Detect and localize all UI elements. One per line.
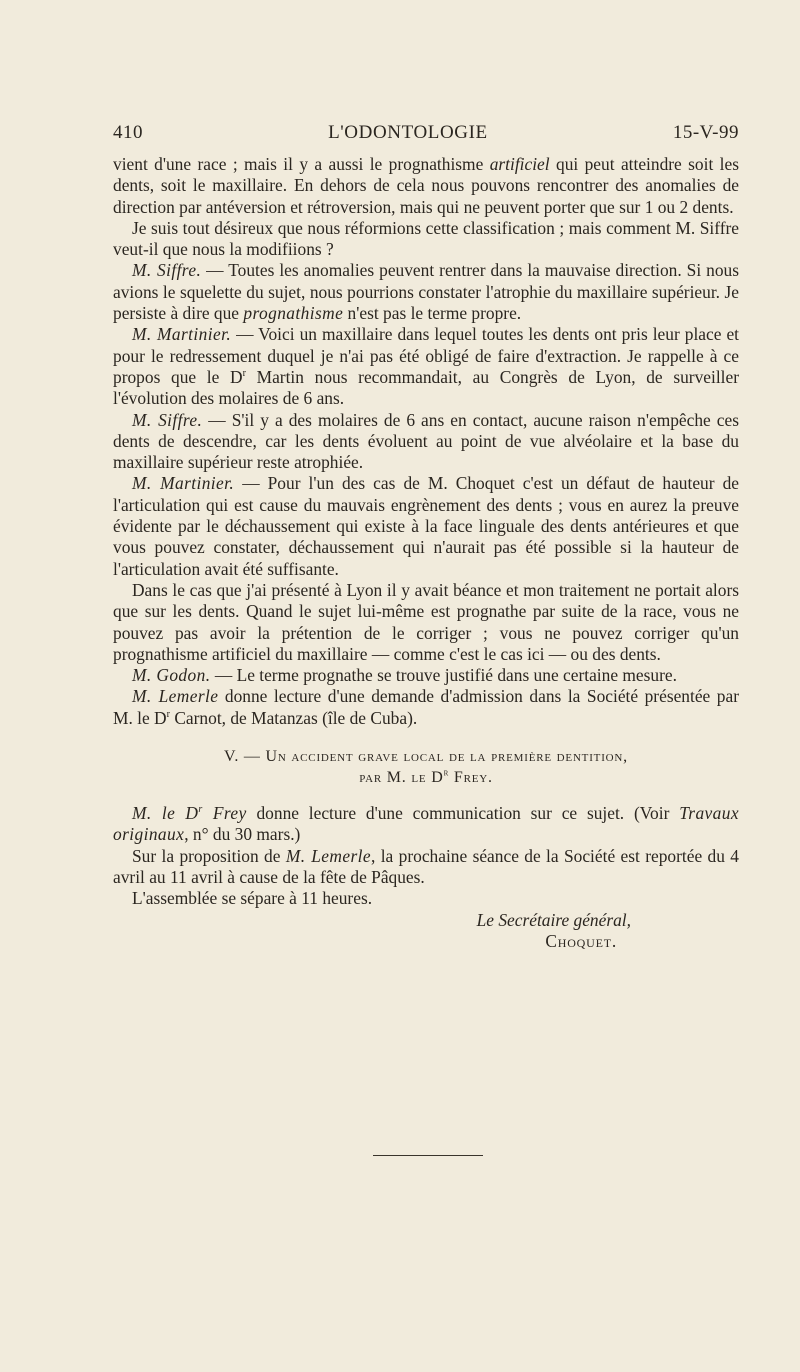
text-run: Carnot, de Matanzas (île de Cuba).: [169, 707, 418, 728]
text-run: — Le terme prognathe se trouve justifié dans une certaine mesure.: [210, 665, 677, 686]
superscript: r: [242, 368, 246, 380]
section-heading-line-1: V. — Un accident grave local de la première dentition,: [224, 748, 628, 766]
paragraph-11: [113, 846, 739, 889]
speaker-name: M. Godon.: [132, 665, 211, 686]
text-run: , n° du 30 mars.): [184, 824, 301, 845]
paragraph-3: [113, 260, 739, 324]
journal-title: L'ODONTOLOGIE: [328, 122, 488, 143]
text-run: — Pour l'un des cas de M. Choquet c'est un défaut de hauteur de l'articulation qui est cause du mauvais engrènement des dents ; vous en aurez la preuve évidente par le déchaussement qui existe à la face linguale des dents antérieures et que vous pouvez constater, déchaussement qui n'aurait pas été possible si la hauteur de l'articulation avait été suffisante.: [113, 473, 739, 579]
text-run: Frey.: [449, 769, 493, 787]
emphasis: Travaux originaux: [113, 803, 739, 845]
text-run: donne lecture d'une demande d'admission dans la Société présentée par M. le D: [113, 686, 740, 728]
text-run: Sur la proposition de: [132, 845, 286, 866]
emphasis: M. Lemerle: [285, 845, 372, 866]
paragraph-4: [113, 324, 739, 409]
paragraph-12: L'assemblée se sépare à 11 heures.: [132, 888, 373, 909]
text-run: n'est pas le terme propre.: [343, 303, 522, 324]
paragraph-10: [113, 803, 739, 846]
signature-title: Le Secrétaire général,: [476, 909, 631, 930]
signature-block: [113, 910, 739, 953]
speaker-name: M. le D: [132, 803, 199, 824]
text-run: vient d'une race ; mais il y a aussi le prognathisme: [113, 154, 490, 174]
speaker-name: M. Martinier.: [132, 473, 235, 494]
paragraph-6: [113, 473, 739, 579]
emphasis: prognathisme: [243, 303, 344, 324]
text-run: — Toutes les anomalies peuvent rentrer dans la mauvaise direction. Si nous avions le squelette du sujet, nous pourrions constater l'atrophie du maxillaire supérieur. Je persiste à dire que: [113, 260, 739, 324]
paragraph-7: Dans le cas que j'ai présenté à Lyon il y avait béance et mon traitement ne portait alors que sur les dents. Quand le sujet lui-même est prognathe par suite de la race, vous ne pouvez pas avoir la prétention de le corriger ; vous ne pouvez corriger qu'un prognathisme artificiel du maxillaire — comme c'est le cas ici — ou des dents.: [113, 579, 739, 664]
speaker-name: Frey: [202, 803, 247, 824]
paragraph-2: Je suis tout désireux que nous réformions cette classification ; mais comment M. Siffre veut-il que nous la modifiions ?: [113, 217, 739, 260]
section-heading: [113, 746, 739, 788]
paragraph-5: [113, 410, 739, 474]
paragraph-8: [113, 665, 739, 686]
running-header: [113, 122, 739, 144]
speaker-name: M. Martinier.: [132, 324, 232, 345]
speaker-name: M. Siffre.: [132, 409, 203, 430]
text-run: Martin nous recommandait, au Congrès de Lyon, de surveiller l'évolution des molaires de 6 ans.: [113, 366, 739, 409]
speaker-name: M. Lemerle: [132, 686, 219, 707]
text-run: qui peut atteindre soit les dents, soit le maxillaire. En dehors de cela nous pouvons rencontrer des anomalies de direction par antéversion et rétroversion, mais qui ne peuvent porter que sur 1 ou 2 dents.: [113, 154, 739, 217]
text-run: — S'il y a des molaires de 6 ans en contact, aucune raison n'empêche ces dents de descendre, car les dents évoluent au point de vue alvéolaire et la base du maxillaire supérieur reste atrophiée.: [113, 409, 740, 473]
document-page: [113, 122, 739, 952]
section-heading-line-2: [113, 767, 739, 788]
body-text: [113, 154, 739, 952]
superscript: r: [443, 767, 450, 779]
text-run: — Voici un maxillaire dans lequel toutes les dents ont pris leur place et pour le redressement duquel je n'ai pas été obligé de faire d'extraction. Je rappelle à ce propos que le D: [113, 324, 739, 387]
text-run: par M. le D: [359, 769, 444, 787]
issue-date: 15-V-99: [672, 122, 739, 143]
emphasis: artificiel: [489, 154, 550, 174]
superscript: r: [166, 708, 170, 720]
speaker-name: M. Siffre.: [132, 260, 202, 281]
paragraph-9: [113, 686, 739, 729]
paragraph-1: [113, 154, 739, 218]
text-run: donne lecture d'une communication sur ce sujet. (Voir: [246, 803, 680, 824]
text-run: , la prochaine séance de la Société est reportée du 4 avril au 11 avril à cause de la fête de Pâques.: [113, 845, 739, 887]
page-number: 410: [113, 122, 143, 143]
signature-name: Choquet.: [545, 930, 617, 951]
superscript: r: [198, 804, 203, 816]
end-rule: [373, 1155, 483, 1156]
